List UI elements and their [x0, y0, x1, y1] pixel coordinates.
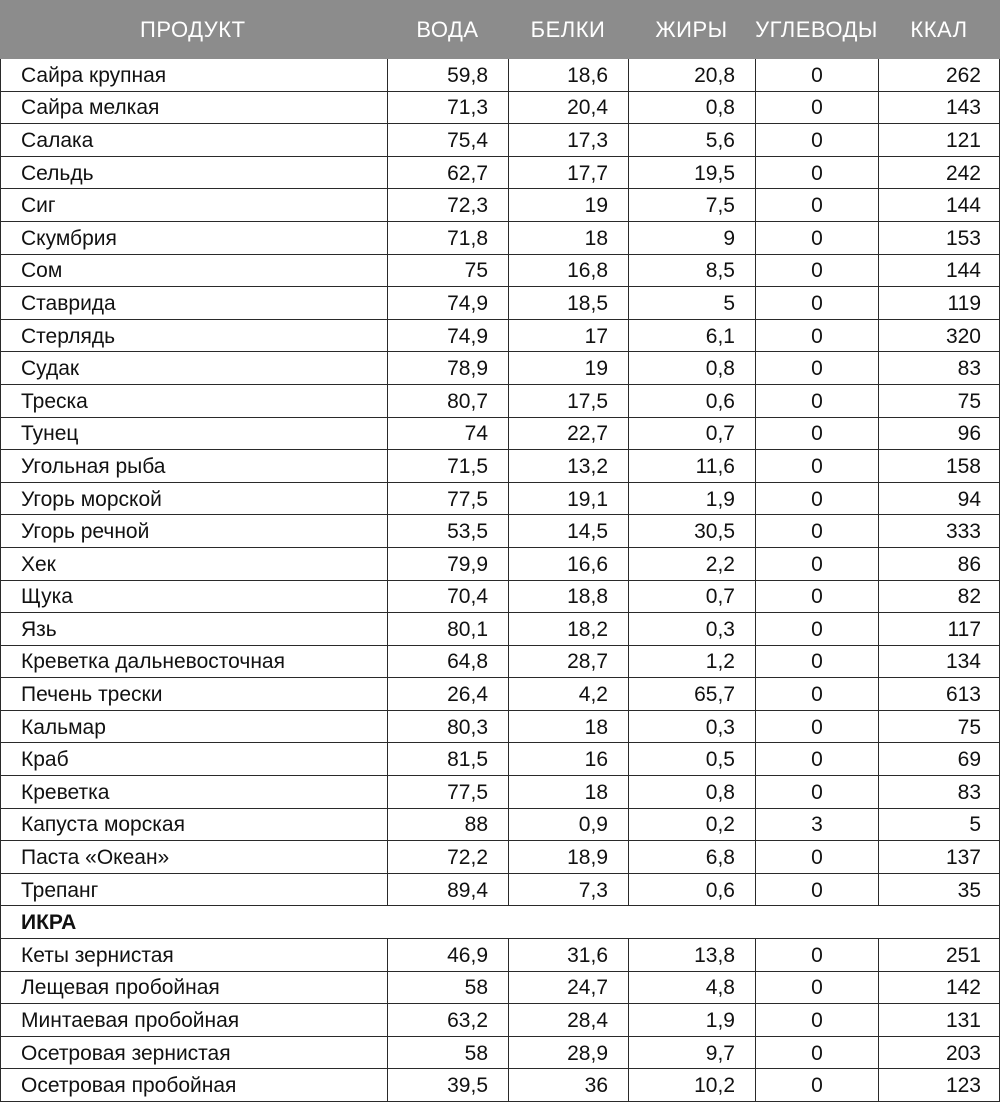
cell-carbs: 0 — [756, 972, 879, 1004]
cell-product: Угольная рыба — [1, 450, 388, 482]
section-row-caviar — [1, 906, 999, 939]
cell-water: 46,9 — [388, 939, 509, 971]
table-row — [1, 874, 999, 907]
cell-fat: 2,2 — [629, 548, 756, 580]
cell-product: Краб — [1, 743, 388, 775]
cell-fat: 0,8 — [629, 92, 756, 124]
table-row — [1, 418, 999, 451]
table-row — [1, 1069, 999, 1102]
cell-protein: 18,5 — [509, 287, 629, 319]
cell-carbs: 0 — [756, 678, 879, 710]
cell-kcal: 75 — [957, 389, 981, 413]
cell-kcal: 121 — [945, 128, 981, 152]
cell-protein: 28,9 — [509, 1037, 629, 1069]
cell-carbs: 3 — [756, 809, 879, 841]
cell-carbs: 0 — [756, 157, 879, 189]
cell-kcal: 82 — [957, 585, 981, 609]
cell-product: Осетровая зернистая — [1, 1037, 388, 1069]
table-row — [1, 515, 999, 548]
cell-carbs: 0 — [756, 613, 879, 645]
cell-water: 71,3 — [388, 92, 509, 124]
cell-water: 75,4 — [388, 124, 509, 156]
cell-fat: 65,7 — [629, 678, 756, 710]
cell-water: 64,8 — [388, 646, 509, 678]
cell-water: 89,4 — [388, 874, 509, 906]
cell-carbs: 0 — [756, 581, 879, 613]
cell-carbs: 0 — [756, 548, 879, 580]
header-water: ВОДА — [416, 16, 479, 42]
cell-fat: 19,5 — [629, 157, 756, 189]
cell-product: Минтаевая пробойная — [1, 1004, 388, 1036]
cell-kcal: 333 — [945, 520, 981, 544]
cell-kcal: 35 — [957, 878, 981, 902]
cell-protein: 24,7 — [509, 972, 629, 1004]
cell-water: 26,4 — [388, 678, 509, 710]
cell-carbs: 0 — [756, 743, 879, 775]
table-row — [1, 385, 999, 418]
cell-kcal: 320 — [945, 324, 981, 348]
cell-water: 80,7 — [388, 385, 509, 417]
cell-fat: 0,2 — [629, 809, 756, 841]
cell-water: 80,3 — [388, 711, 509, 743]
cell-carbs: 0 — [756, 1004, 879, 1036]
cell-protein: 16,8 — [509, 255, 629, 287]
cell-kcal: 144 — [945, 194, 981, 218]
cell-product: Треска — [1, 385, 388, 417]
cell-fat: 7,5 — [629, 189, 756, 221]
cell-protein: 19 — [509, 352, 629, 384]
cell-kcal: 94 — [957, 487, 981, 511]
cell-product: Лещевая пробойная — [1, 972, 388, 1004]
cell-water: 70,4 — [388, 581, 509, 613]
cell-product: Кеты зернистая — [1, 939, 388, 971]
cell-fat: 20,8 — [629, 59, 756, 91]
cell-carbs: 0 — [756, 450, 879, 482]
cell-product: Трепанг — [1, 874, 388, 906]
cell-kcal: 144 — [945, 259, 981, 283]
cell-product: Щука — [1, 581, 388, 613]
cell-fat: 5 — [629, 287, 756, 319]
cell-protein: 17,3 — [509, 124, 629, 156]
cell-product: Капуста морская — [1, 809, 388, 841]
cell-kcal: 83 — [957, 357, 981, 381]
table-row — [1, 776, 999, 809]
cell-product: Сайра крупная — [1, 59, 388, 91]
cell-carbs: 0 — [756, 287, 879, 319]
table-row — [1, 1004, 999, 1037]
cell-water: 72,2 — [388, 841, 509, 873]
cell-water: 71,5 — [388, 450, 509, 482]
table-row — [1, 711, 999, 744]
cell-product: Судак — [1, 352, 388, 384]
table-row — [1, 157, 999, 190]
cell-product: Кальмар — [1, 711, 388, 743]
cell-protein: 20,4 — [509, 92, 629, 124]
table-row — [1, 189, 999, 222]
cell-kcal: 75 — [957, 715, 981, 739]
cell-protein: 18,6 — [509, 59, 629, 91]
cell-water: 53,5 — [388, 515, 509, 547]
cell-fat: 6,1 — [629, 320, 756, 352]
cell-carbs: 0 — [756, 646, 879, 678]
table-header — [0, 0, 1000, 59]
cell-water: 74,9 — [388, 320, 509, 352]
cell-water: 74,9 — [388, 287, 509, 319]
cell-fat: 6,8 — [629, 841, 756, 873]
cell-kcal: 96 — [957, 422, 981, 446]
cell-kcal: 242 — [945, 161, 981, 185]
cell-product: Скумбрия — [1, 222, 388, 254]
cell-kcal: 262 — [945, 63, 981, 87]
cell-product: Стерлядь — [1, 320, 388, 352]
cell-carbs: 0 — [756, 874, 879, 906]
cell-protein: 19,1 — [509, 483, 629, 515]
cell-fat: 8,5 — [629, 255, 756, 287]
cell-fat: 13,8 — [629, 939, 756, 971]
section-empty-cell — [879, 906, 1000, 938]
table-row — [1, 124, 999, 157]
cell-protein: 0,9 — [509, 809, 629, 841]
cell-product: Хек — [1, 548, 388, 580]
cell-protein: 16,6 — [509, 548, 629, 580]
cell-product: Ставрида — [1, 287, 388, 319]
cell-fat: 0,8 — [629, 352, 756, 384]
cell-carbs: 0 — [756, 515, 879, 547]
cell-fat: 0,6 — [629, 874, 756, 906]
cell-carbs: 0 — [756, 776, 879, 808]
table-row — [1, 548, 999, 581]
cell-water: 58 — [388, 972, 509, 1004]
cell-fat: 1,9 — [629, 1004, 756, 1036]
cell-carbs: 0 — [756, 222, 879, 254]
cell-product: Язь — [1, 613, 388, 645]
table-row — [1, 841, 999, 874]
cell-carbs: 0 — [756, 59, 879, 91]
cell-protein: 4,2 — [509, 678, 629, 710]
cell-product: Креветка дальневосточная — [1, 646, 388, 678]
cell-carbs: 0 — [756, 483, 879, 515]
cell-fat: 0,5 — [629, 743, 756, 775]
cell-protein: 31,6 — [509, 939, 629, 971]
cell-water: 77,5 — [388, 483, 509, 515]
cell-protein: 18 — [509, 776, 629, 808]
table-row — [1, 352, 999, 385]
cell-water: 80,1 — [388, 613, 509, 645]
cell-kcal: 69 — [957, 748, 981, 772]
section-title: ИКРА — [21, 911, 77, 935]
table-row — [1, 972, 999, 1005]
cell-kcal: 119 — [947, 291, 981, 315]
cell-carbs: 0 — [756, 92, 879, 124]
cell-fat: 11,6 — [629, 450, 756, 482]
cell-kcal: 131 — [945, 1009, 981, 1033]
cell-protein: 13,2 — [509, 450, 629, 482]
cell-protein: 14,5 — [509, 515, 629, 547]
cell-product: Креветка — [1, 776, 388, 808]
cell-product: Осетровая пробойная — [1, 1069, 388, 1101]
cell-water: 72,3 — [388, 189, 509, 221]
cell-product: Угорь речной — [1, 515, 388, 547]
section-empty-cell — [509, 906, 629, 938]
cell-carbs: 0 — [756, 1037, 879, 1069]
cell-carbs: 0 — [756, 255, 879, 287]
table-row — [1, 450, 999, 483]
table-body — [0, 59, 1000, 1102]
cell-kcal: 613 — [945, 683, 981, 707]
cell-carbs: 0 — [756, 841, 879, 873]
cell-fat: 0,8 — [629, 776, 756, 808]
header-product: ПРОДУКТ — [140, 16, 246, 42]
table-row — [1, 809, 999, 842]
table-row — [1, 581, 999, 614]
table-row — [1, 483, 999, 516]
cell-fat: 1,9 — [629, 483, 756, 515]
cell-water: 79,9 — [388, 548, 509, 580]
cell-product: Тунец — [1, 418, 388, 450]
cell-kcal: 86 — [957, 552, 981, 576]
cell-water: 62,7 — [388, 157, 509, 189]
table-row — [1, 613, 999, 646]
cell-protein: 18 — [509, 222, 629, 254]
cell-product: Салака — [1, 124, 388, 156]
table-row — [1, 678, 999, 711]
cell-carbs: 0 — [756, 1069, 879, 1101]
cell-fat: 4,8 — [629, 972, 756, 1004]
header-protein: БЕЛКИ — [530, 16, 606, 42]
table-row — [1, 287, 999, 320]
cell-fat: 30,5 — [629, 515, 756, 547]
cell-water: 81,5 — [388, 743, 509, 775]
cell-kcal: 123 — [945, 1074, 981, 1098]
cell-product: Сиг — [1, 189, 388, 221]
cell-carbs: 0 — [756, 385, 879, 417]
table-row — [1, 939, 999, 972]
cell-carbs: 0 — [756, 939, 879, 971]
cell-fat: 0,3 — [629, 711, 756, 743]
cell-product: Паста «Океан» — [1, 841, 388, 873]
cell-water: 74 — [388, 418, 509, 450]
cell-kcal: 143 — [945, 96, 981, 120]
cell-fat: 1,2 — [629, 646, 756, 678]
cell-carbs: 0 — [756, 124, 879, 156]
cell-product: Сельдь — [1, 157, 388, 189]
cell-water: 75 — [388, 255, 509, 287]
cell-protein: 28,7 — [509, 646, 629, 678]
cell-protein: 19 — [509, 189, 629, 221]
cell-kcal: 158 — [945, 454, 981, 478]
cell-carbs: 0 — [756, 711, 879, 743]
cell-kcal: 203 — [945, 1041, 981, 1065]
cell-kcal: 5 — [969, 813, 981, 837]
cell-kcal: 251 — [945, 943, 981, 967]
cell-fat: 10,2 — [629, 1069, 756, 1101]
table-row — [1, 255, 999, 288]
cell-kcal: 134 — [945, 650, 981, 674]
cell-fat: 0,3 — [629, 613, 756, 645]
cell-protein: 16 — [509, 743, 629, 775]
cell-protein: 7,3 — [509, 874, 629, 906]
cell-protein: 17,7 — [509, 157, 629, 189]
cell-fat: 0,6 — [629, 385, 756, 417]
cell-carbs: 0 — [756, 189, 879, 221]
cell-water: 77,5 — [388, 776, 509, 808]
cell-carbs: 0 — [756, 418, 879, 450]
cell-kcal: 137 — [945, 846, 981, 870]
cell-protein: 18,8 — [509, 581, 629, 613]
cell-water: 78,9 — [388, 352, 509, 384]
cell-fat: 0,7 — [629, 418, 756, 450]
cell-kcal: 142 — [945, 976, 981, 1000]
section-empty-cell — [388, 906, 509, 938]
table-row — [1, 646, 999, 679]
cell-kcal: 153 — [945, 226, 981, 250]
cell-product: Печень трески — [1, 678, 388, 710]
cell-water: 63,2 — [388, 1004, 509, 1036]
cell-product: Сом — [1, 255, 388, 287]
cell-fat: 9,7 — [629, 1037, 756, 1069]
table-row — [1, 222, 999, 255]
section-empty-cell — [756, 906, 879, 938]
cell-protein: 18,9 — [509, 841, 629, 873]
table-row — [1, 59, 999, 92]
cell-fat: 0,7 — [629, 581, 756, 613]
cell-water: 59,8 — [388, 59, 509, 91]
cell-kcal: 83 — [957, 780, 981, 804]
table-row — [1, 1037, 999, 1070]
section-empty-cell — [629, 906, 756, 938]
header-kcal: ККАЛ — [910, 16, 968, 42]
table-row — [1, 743, 999, 776]
header-carbs: УГЛЕВОДЫ — [755, 16, 878, 42]
table-row — [1, 92, 999, 125]
cell-water: 39,5 — [388, 1069, 509, 1101]
cell-water: 88 — [388, 809, 509, 841]
cell-protein: 18 — [509, 711, 629, 743]
cell-protein: 17 — [509, 320, 629, 352]
cell-product: Сайра мелкая — [1, 92, 388, 124]
cell-water: 71,8 — [388, 222, 509, 254]
cell-carbs: 0 — [756, 352, 879, 384]
cell-carbs: 0 — [756, 320, 879, 352]
cell-protein: 18,2 — [509, 613, 629, 645]
cell-water: 58 — [388, 1037, 509, 1069]
cell-protein: 17,5 — [509, 385, 629, 417]
cell-protein: 22,7 — [509, 418, 629, 450]
cell-kcal: 117 — [947, 617, 981, 641]
cell-fat: 9 — [629, 222, 756, 254]
header-fat: ЖИРЫ — [655, 16, 728, 42]
table-row — [1, 320, 999, 353]
cell-protein: 36 — [509, 1069, 629, 1101]
cell-fat: 5,6 — [629, 124, 756, 156]
cell-product: Угорь морской — [1, 483, 388, 515]
cell-protein: 28,4 — [509, 1004, 629, 1036]
